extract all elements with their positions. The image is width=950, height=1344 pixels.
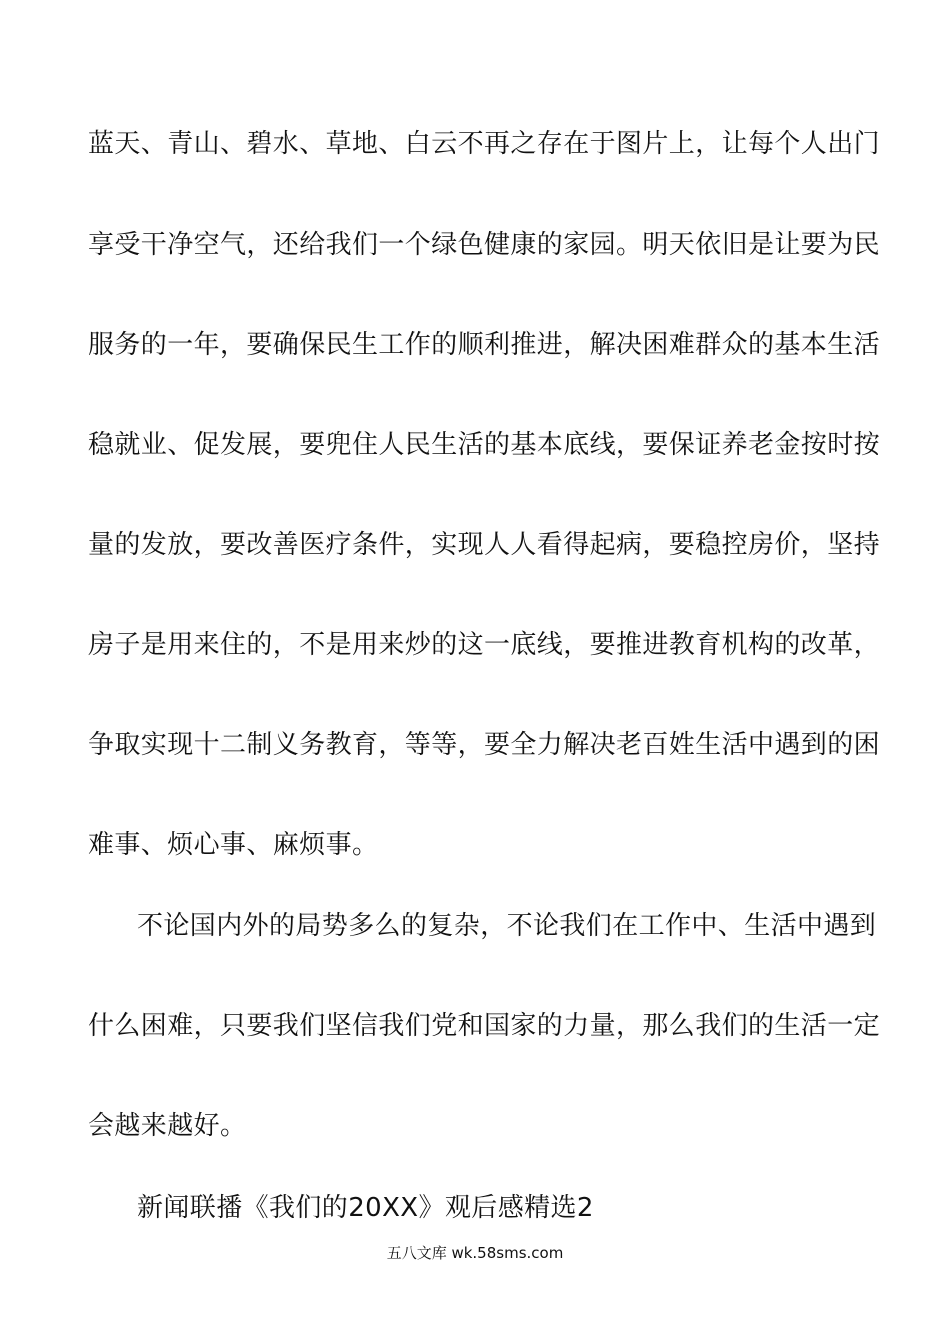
paragraph-1-line-1: 蓝天、青山、碧水、草地、白云不再之存在于图片上，让每个人出门 xyxy=(88,129,881,159)
paragraph-1-line-4: 稳就业、促发展，要兜住人民生活的基本底线，要保证养老金按时按 xyxy=(88,430,881,460)
paragraph-1-line-6: 房子是用来住的，不是用来炒的这一底线，要推进教育机构的改革， xyxy=(88,630,881,660)
paragraph-1-line-5: 量的发放，要改善医疗条件，实现人人看得起病，要稳控房价，坚持 xyxy=(88,530,881,560)
section-heading: 新闻联播《我们的20XX》观后感精选2 xyxy=(137,1193,594,1223)
paragraph-2-line-1: 不论国内外的局势多么的复杂，不论我们在工作中、生活中遇到 xyxy=(137,911,877,941)
paragraph-1-line-7: 争取实现十二制义务教育，等等，要全力解决老百姓生活中遇到的困 xyxy=(88,730,881,760)
paragraph-1-line-2: 享受干净空气，还给我们一个绿色健康的家园。明天依旧是让要为民 xyxy=(88,230,881,260)
paragraph-2-line-2: 什么困难，只要我们坚信我们党和国家的力量，那么我们的生活一定 xyxy=(88,1011,881,1041)
paragraph-1-line-8: 难事、烦心事、麻烦事。 xyxy=(88,830,379,860)
paragraph-2-line-3: 会越来越好。 xyxy=(88,1111,247,1141)
footer-watermark: 五八文库 wk.58sms.com xyxy=(386,1244,564,1262)
paragraph-1-line-3: 服务的一年，要确保民生工作的顺利推进，解决困难群众的基本生活 xyxy=(88,330,881,360)
